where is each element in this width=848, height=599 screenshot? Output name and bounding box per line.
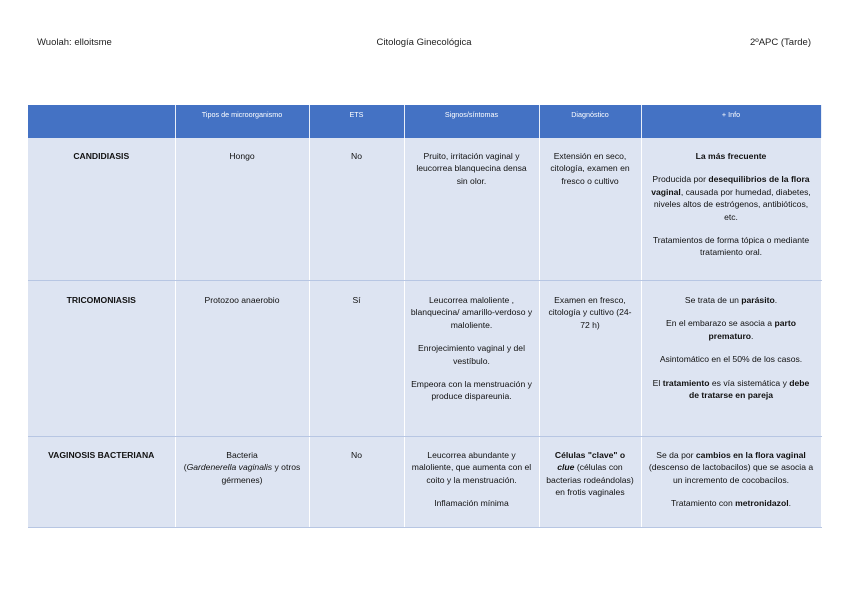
ets-cell: No bbox=[309, 138, 404, 281]
symptom-text: Inflamación mínima bbox=[434, 498, 509, 509]
info-text: metronidazol bbox=[735, 498, 789, 509]
header-left: Wuolah: elloitsme bbox=[37, 37, 112, 48]
column-header: Signos/síntomas bbox=[404, 105, 539, 138]
symptoms-cell bbox=[404, 437, 539, 528]
organism-cell: Protozoo anaerobio bbox=[175, 281, 309, 437]
info-text: desequilibrios de la flora vaginal bbox=[651, 174, 810, 197]
info-text: . bbox=[751, 330, 754, 341]
organism-text: Bacteria bbox=[226, 450, 258, 460]
symptom-text: Empeora con la menstruación y produce dispareunia. bbox=[411, 379, 532, 402]
symptom-text: Leucorrea abundante y maloliente, que aumenta con el coito y la menstruación. bbox=[411, 450, 532, 485]
info-text: Producida por bbox=[652, 174, 709, 185]
info-text: , causada por humedad, diabetes, niveles altos de estrógenos, antibióticos, etc. bbox=[653, 186, 811, 222]
info-text: es vía sistemática y bbox=[709, 377, 790, 388]
ets-cell: No bbox=[309, 437, 404, 528]
disease-name: CANDIDIASIS bbox=[28, 138, 175, 281]
info-text: La más frecuente bbox=[695, 151, 767, 161]
diagnosis-text: Células "clave" o bbox=[554, 450, 626, 460]
organism-cell: Hongo bbox=[175, 138, 309, 281]
organism-text: y otros gérmenes) bbox=[221, 462, 301, 485]
info-text: En el embarazo se asocia a bbox=[666, 318, 775, 329]
info-text: Se trata de un bbox=[684, 295, 742, 305]
diagnosis-cell bbox=[539, 437, 641, 528]
symptoms-cell bbox=[404, 281, 539, 437]
header-title: Citología Ginecológica bbox=[376, 37, 472, 48]
table-row bbox=[28, 437, 821, 528]
info-text: cambios en la flora vaginal bbox=[695, 450, 806, 460]
column-header: ETS bbox=[309, 105, 404, 138]
symptom-text: Pruito, irritación vaginal y leucorrea blanquecina densa sin olor. bbox=[416, 151, 527, 186]
disease-name: VAGINOSIS BACTERIANA bbox=[28, 437, 175, 528]
column-header: Diagnóstico bbox=[539, 105, 641, 138]
symptom-text: Enrojecimiento vaginal y del vestíbulo. bbox=[417, 343, 525, 366]
organism-text: ( bbox=[183, 462, 187, 473]
column-header: Tipos de microorganismo bbox=[175, 105, 309, 138]
info-text: parásito bbox=[741, 295, 775, 305]
diagnosis-cell: Examen en fresco, citología y cultivo (24-72 h) bbox=[539, 281, 641, 437]
symptom-text: Leucorrea maloliente , blanquecina/ amarillo-verdoso y maloliente. bbox=[410, 295, 533, 330]
diagnosis-cell: Extensión en seco, citología, examen en fresco o cultivo bbox=[539, 138, 641, 281]
info-text: Tratamiento con bbox=[670, 498, 736, 509]
table-header-row bbox=[28, 105, 821, 138]
diagnosis-text: (células con bacterias rodeándolas) en frotis vaginales bbox=[546, 462, 634, 498]
info-text: El bbox=[652, 377, 663, 388]
info-cell bbox=[641, 437, 821, 528]
info-text: . bbox=[788, 498, 792, 509]
ets-cell: Sí bbox=[309, 281, 404, 437]
column-header: + Info bbox=[641, 105, 821, 138]
info-text: debe de tratarse en pareja bbox=[688, 377, 810, 401]
diagnosis-text: clue bbox=[557, 462, 575, 473]
table-row bbox=[28, 281, 821, 437]
info-cell bbox=[641, 138, 821, 281]
column-header bbox=[28, 105, 175, 138]
info-text: . bbox=[774, 295, 778, 305]
organism-cell bbox=[175, 437, 309, 528]
table-row bbox=[28, 138, 821, 281]
infections-table bbox=[28, 105, 822, 528]
disease-name: TRICOMONIASIS bbox=[28, 281, 175, 437]
info-text: (descenso de lactobacilos) que se asocia a un incremento de cocobacilos. bbox=[648, 462, 814, 485]
organism-text: Gardenerella vaginalis bbox=[186, 462, 273, 473]
info-text: Tratamientos de forma tópica o mediante tratamiento oral. bbox=[652, 235, 810, 258]
header-right: 2ºAPC (Tarde) bbox=[749, 37, 811, 48]
info-text: tratamiento bbox=[662, 377, 710, 388]
info-text: parto prematuro bbox=[708, 318, 796, 341]
info-text: Asintomático en el 50% de los casos. bbox=[659, 354, 803, 365]
symptoms-cell bbox=[404, 138, 539, 281]
info-text: Se da por bbox=[656, 450, 696, 460]
info-cell bbox=[641, 281, 821, 437]
